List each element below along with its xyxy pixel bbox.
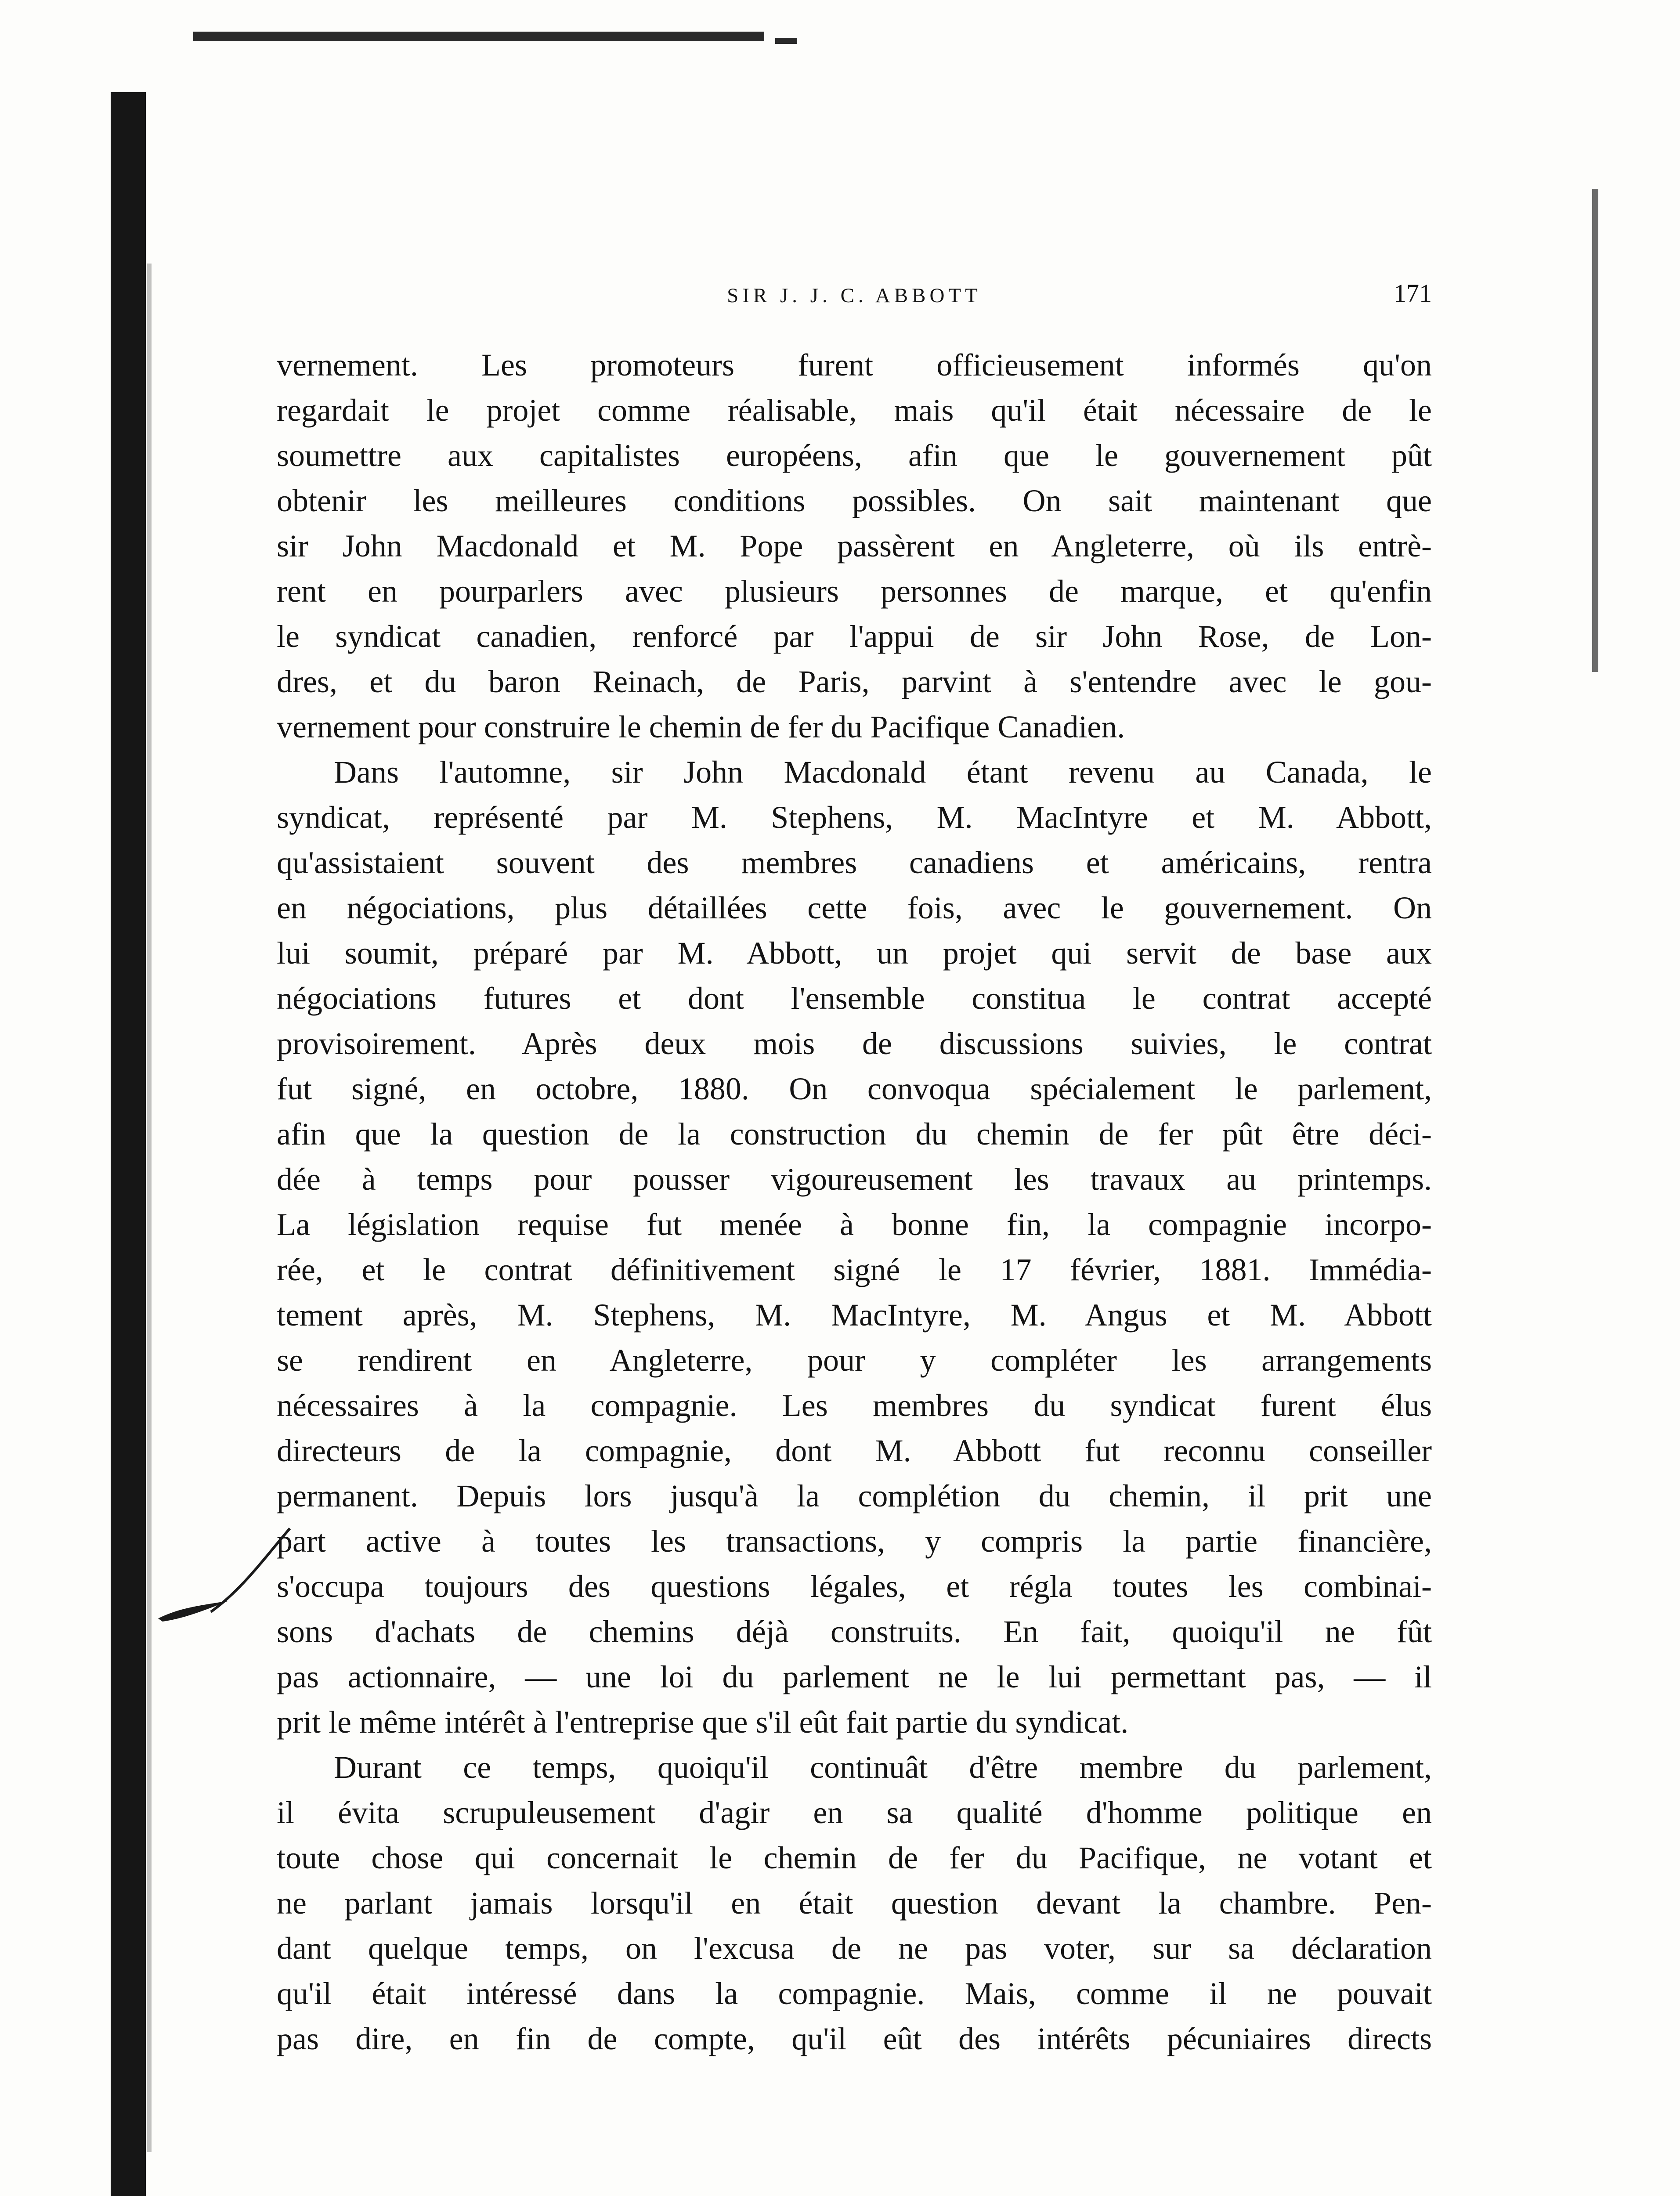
text-line: lui soumit, préparé par M. Abbott, un projet qui servit de base aux: [277, 935, 1432, 971]
text-line: rent en pourparlers avec plusieurs personnes de marque, et qu'enfin: [277, 574, 1432, 609]
text-line: regardait le projet comme réalisable, mais qu'il était nécessaire de le: [277, 393, 1432, 428]
text-line: provisoirement. Après deux mois de discussions suivies, le contrat: [277, 1026, 1432, 1061]
scan-edge-top-mark: [775, 38, 797, 44]
text-line: vernement. Les promoteurs furent officieusement informés qu'on: [277, 347, 1432, 383]
page-number: 171: [1394, 279, 1432, 307]
text-line: syndicat, représenté par M. Stephens, M. MacIntyre et M. Abbott,: [277, 800, 1432, 835]
text-line: dée à temps pour pousser vigoureusement les travaux au printemps.: [277, 1162, 1432, 1197]
text-line: soumettre aux capitalistes européens, afin que le gouvernement pût: [277, 438, 1432, 473]
page-header: [277, 277, 1432, 321]
text-line: fut signé, en octobre, 1880. On convoqua spécialement le parlement,: [277, 1071, 1432, 1106]
text-line: qu'assistaient souvent des membres canadiens et américains, rentra: [277, 845, 1432, 880]
text-line: ne parlant jamais lorsqu'il en était question devant la chambre. Pen-: [277, 1885, 1432, 1921]
text-line: le syndicat canadien, renforcé par l'appui de sir John Rose, de Lon-: [277, 619, 1432, 654]
text-line: directeurs de la compagnie, dont M. Abbott fut reconnu conseiller: [277, 1433, 1432, 1468]
text-line: toute chose qui concernait le chemin de fer du Pacifique, ne votant et: [277, 1840, 1432, 1875]
text-line: en négociations, plus détaillées cette fois, avec le gouvernement. On: [277, 890, 1432, 925]
text-line: vernement pour construire le chemin de fer du Pacifique Canadien.: [277, 709, 1125, 744]
text-line: se rendirent en Angleterre, pour y compléter les arrangements: [277, 1343, 1432, 1378]
binding-shadow: [111, 92, 146, 2196]
text-line: obtenir les meilleures conditions possibles. On sait maintenant que: [277, 483, 1432, 518]
running-head: SIR J. J. C. ABBOTT: [727, 284, 982, 307]
text-line: qu'il était intéressé dans la compagnie. Mais, comme il ne pouvait: [277, 1976, 1432, 2011]
text-line: Dans l'automne, sir John Macdonald étant revenu au Canada, le: [334, 755, 1432, 790]
text-line: Durant ce temps, quoiqu'il continuât d'être membre du parlement,: [334, 1750, 1432, 1785]
body-text: [277, 343, 1432, 2062]
text-line: pas actionnaire, — une loi du parlement ne le lui permettant pas, — il: [277, 1659, 1432, 1694]
text-line: part active à toutes les transactions, y compris la partie financière,: [277, 1524, 1432, 1559]
scan-edge-right: [1592, 189, 1598, 672]
text-line: prit le même intérêt à l'entreprise que s'il eût fait partie du syndicat.: [277, 1705, 1129, 1740]
text-line: s'occupa toujours des questions légales, et régla toutes les combinai-: [277, 1569, 1432, 1604]
text-line: La législation requise fut menée à bonne fin, la compagnie incorpo-: [277, 1207, 1432, 1242]
text-line: tement après, M. Stephens, M. MacIntyre, M. Angus et M. Abbott: [277, 1297, 1432, 1333]
text-line: négociations futures et dont l'ensemble constitua le contrat accepté: [277, 981, 1432, 1016]
margin-pen-mark-icon: [154, 1524, 299, 1625]
text-line: rée, et le contrat définitivement signé le 17 février, 1881. Immédia-: [277, 1252, 1432, 1287]
text-line: il évita scrupuleusement d'agir en sa qualité d'homme politique en: [277, 1795, 1432, 1830]
text-line: afin que la question de la construction du chemin de fer pût être déci-: [277, 1116, 1432, 1152]
text-line: dant quelque temps, on l'excusa de ne pas voter, sur sa déclaration: [277, 1931, 1432, 1966]
text-line: pas dire, en fin de compte, qu'il eût des intérêts pécuniaires directs: [277, 2021, 1432, 2056]
text-line: sir John Macdonald et M. Pope passèrent en Angleterre, où ils entrè-: [277, 528, 1432, 563]
scan-edge-top: [193, 32, 764, 41]
text-line: nécessaires à la compagnie. Les membres du syndicat furent élus: [277, 1388, 1432, 1423]
text-line: dres, et du baron Reinach, de Paris, parvint à s'entendre avec le gou-: [277, 664, 1432, 699]
text-line: sons d'achats de chemins déjà construits. En fait, quoiqu'il ne fût: [277, 1614, 1432, 1649]
text-line: permanent. Depuis lors jusqu'à la complétion du chemin, il prit une: [277, 1478, 1432, 1513]
binding-shadow-inner: [147, 264, 152, 2152]
